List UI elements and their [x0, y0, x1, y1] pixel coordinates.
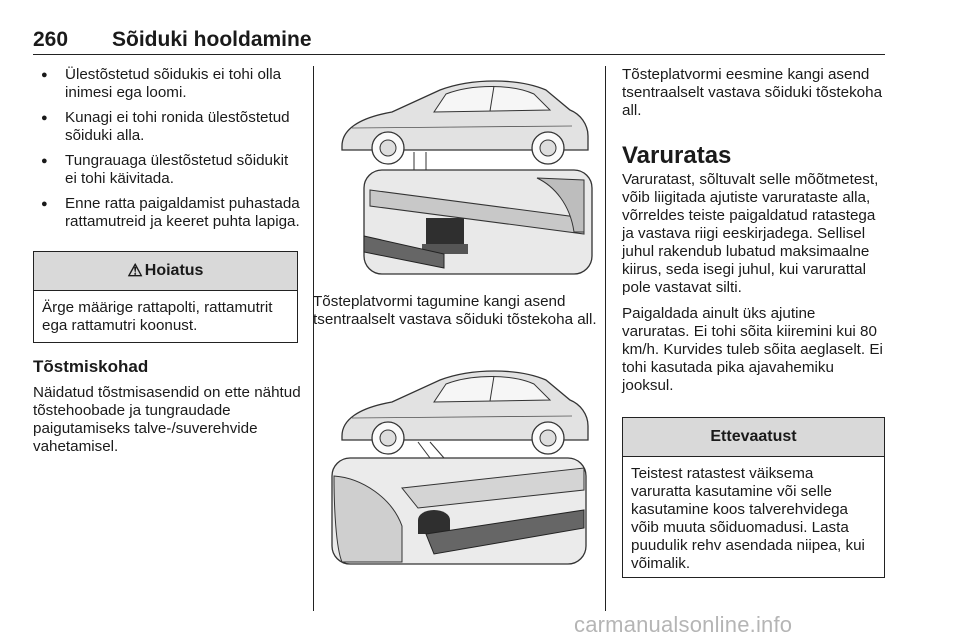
section-text-lift-points [33, 384, 303, 456]
caution-box-title: Ettevaatust [710, 428, 797, 445]
caution-box [622, 417, 885, 578]
caution-box-text: Teistest ratastest väiksema varuratta kasutamine või selle kasutamine koos talverehvidega võib muuta sõiduomadusi. Lasta puudulik rehv asendada niipea, kui võimalik. [631, 465, 865, 572]
list-item: ● Ülestõstetud sõidukis ei tohi olla inimesi ega loomi. [33, 66, 303, 102]
header-rule [33, 54, 885, 55]
warning-box-title: Hoiatus [144, 262, 204, 279]
safety-bullet-list-container [33, 66, 303, 238]
car-side-illustration [342, 371, 588, 454]
section-heading-spare-wheel: Varuratas [622, 142, 732, 169]
paragraph: Varuratast, sõltuvalt selle mõõtmetest, võib liigitada ajutiste varurataste alla, võrreldes teiste paigaldatud ratastega ja vastava riigi eeskirjadega. Sellisel juhul rakendub lubatud maksimaalne kiirus, seda isegi juhul, kui varurattal pole vastavat silti. [622, 171, 879, 296]
spare-wheel-text [622, 171, 886, 395]
section-heading-lift-points: Tõstmiskohad [33, 357, 149, 376]
list-item: ● Enne ratta paigaldamist puhastada rattamutreid ja keeret puhta lapiga. [33, 195, 303, 231]
figure-front-caption-container [622, 66, 886, 120]
lift-point-detail-inset [364, 170, 592, 274]
warning-box [33, 251, 298, 343]
figure-rear-caption-container [313, 293, 597, 329]
page-number: 260 [33, 28, 69, 51]
lift-point-detail-inset [332, 458, 586, 564]
paragraph: Paigaldada ainult üks ajutine varuratas. Ei tohi sõita kiiremini kui 80 km/h. Kurvides tuleb sõita aeglaselt. Ei tohi kasutada pika ajavahemiku jooksul. [622, 305, 883, 394]
warning-box-header [34, 252, 297, 291]
safety-bullet-list [33, 66, 303, 231]
warning-triangle-icon: ⚠ [127, 261, 143, 280]
page-title: Sõiduki hooldamine [112, 28, 312, 51]
column-divider-left [313, 66, 314, 611]
caution-box-header [623, 418, 884, 457]
list-item: ● Tungrauaga ülestõstetud sõidukit ei tohi käivitada. [33, 152, 303, 188]
warning-box-text: Ärge määrige rattapolti, rattamutrit ega rattamutri koonust. [42, 299, 273, 334]
figure-front-caption: Tõsteplatvormi eesmine kangi asend tsentraalselt vastava sõiduki tõstekoha all. [622, 66, 883, 119]
list-item: ● Kunagi ei tohi ronida ülestõstetud sõiduki alla. [33, 109, 303, 145]
paragraph: Näidatud tõstmisasendid on ette nähtud tõstehoobade ja tungraudade paigutamiseks talve-/suverehvide vahetamisel. [33, 384, 301, 455]
figure-front-lift-point [322, 358, 596, 568]
figure-rear-lift-point [322, 68, 596, 278]
figure-rear-caption: Tõsteplatvormi tagumine kangi asend tsentraalselt vastava sõiduki tõstekoha all. [313, 293, 597, 328]
car-side-illustration [342, 81, 588, 164]
watermark: carmanualsonline.info [574, 612, 793, 637]
column-divider-right [605, 66, 606, 611]
